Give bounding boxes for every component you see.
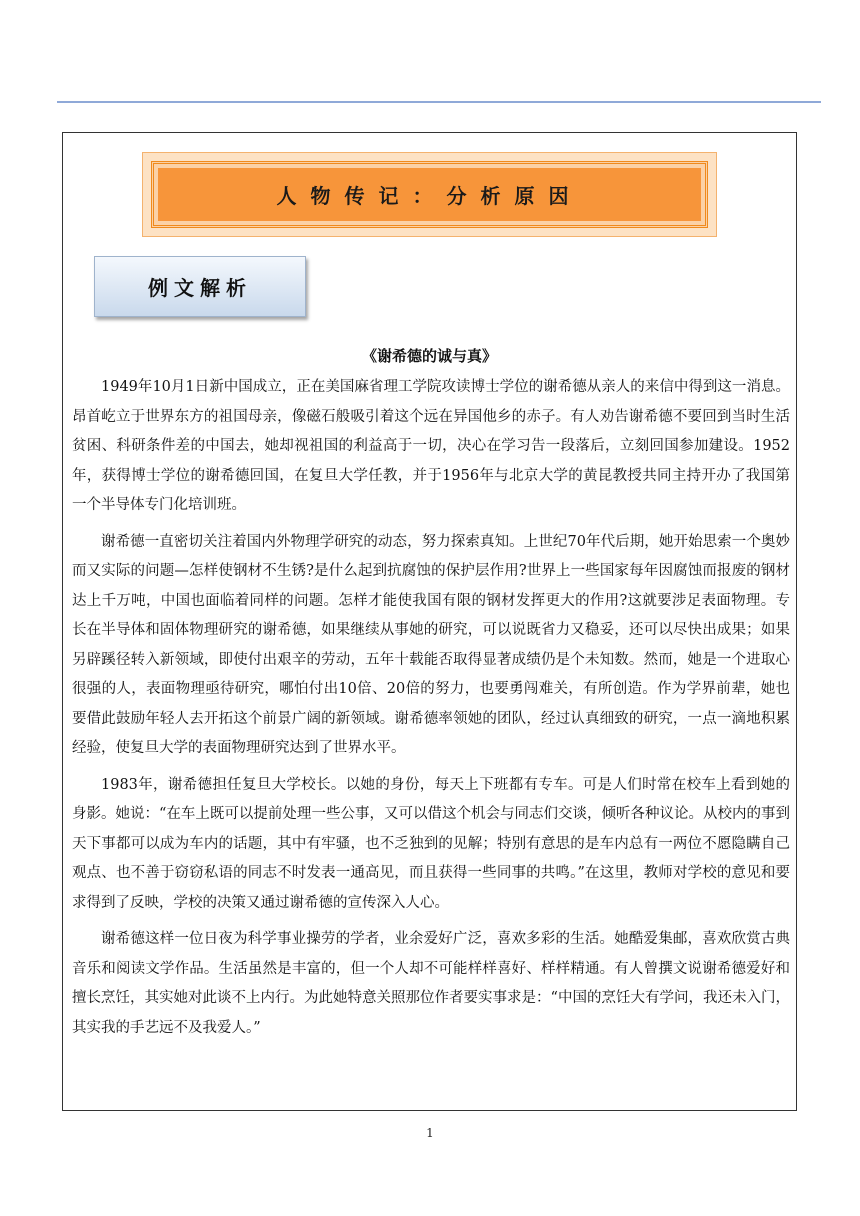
article-paragraph: 谢希德一直密切关注着国内外物理学研究的动态，努力探索真知。上世纪70年代后期，她开始思索一个奥妙而又实际的问题—怎样使钢材不生锈?是什么起到抗腐蚀的保护层作用?世界上一些国家每年因腐蚀而报废的钢材达上千万吨，中国也面临着同样的问题。怎样才能使我国有限的钢材发挥更大的作用?这就要涉足表面物理。专长在半导体和固体物理研究的谢希德，如果继续从事她的研究，可以说既省力又稳妥，还可以尽快出成果；如果另辟蹊径转入新领域，即使付出艰辛的劳动，五年十载能否取得显著成绩仍是个未知数。然而，她是一个进取心很强的人，表面物理亟待研究，哪怕付出10倍、20倍的努力，也要勇闯难关，有所创造。作为学界前辈，她也要借此鼓励年轻人去开拓这个前景广阔的新领域。谢希德率领她的团队，经过认真细致的研究，一点一滴地积累经验，使复旦大学的表面物理研究达到了世界水平。 <box>72 533 790 756</box>
title-banner-fill <box>158 168 701 221</box>
section-tab-label: 例文解析 <box>148 276 252 300</box>
article-paragraph: 谢希德这样一位日夜为科学事业操劳的学者，业余爱好广泛，喜欢多彩的生活。她酷爱集邮，喜欢欣赏古典音乐和阅读文学作品。生活虽然是丰富的，但一个人却不可能样样喜好、样样精通。有人曾撰文说谢希德爱好和擅长烹饪，其实她对此谈不上内行。为此她特意关照那位作者要实事求是：“中国的烹饪大有学问，我还未入门，其实我的手艺远不及我爱人。” <box>72 931 790 1036</box>
article-body <box>72 373 790 1043</box>
banner-title: 人物传记：分析原因 <box>276 184 583 208</box>
section-tab <box>94 256 306 317</box>
title-banner-border <box>151 161 708 228</box>
article-title: 《谢希德的诚与真》 <box>361 347 497 365</box>
header-rule <box>57 101 821 103</box>
page-number: 1 <box>426 1126 434 1140</box>
title-banner <box>142 152 717 237</box>
article-paragraph: 1983年，谢希德担任复旦大学校长。以她的身份，每天上下班都有专车。可是人们时常在校车上看到她的身影。她说：“在车上既可以提前处理一些公事，又可以借这个机会与同志们交谈，倾听各种议论。从校内的事到天下事都可以成为车内的话题，其中有牢骚，也不乏独到的见解；特别有意思的是车内总有一两位不愿隐瞒自己观点、也不善于窃窃私语的同志不时发表一通高见，而且获得一些同事的共鸣。”在这里，教师对学校的意见和要求得到了反映，学校的决策又通过谢希德的宣传深入人心。 <box>72 776 790 911</box>
article-paragraph: 1949年10月1日新中国成立，正在美国麻省理工学院攻读博士学位的谢希德从亲人的来信中得到这一消息。昂首屹立于世界东方的祖国母亲，像磁石般吸引着这个远在异国他乡的赤子。有人劝告谢希德不要回到当时生活贫困、科研条件差的中国去，她却视祖国的利益高于一切，决心在学习告一段落后，立刻回国参加建设。1952年，获得博士学位的谢希德回国，在复旦大学任教，并于1956年与北京大学的黄昆教授共同主持开办了我国第一个半导体专门化培训班。 <box>72 379 790 513</box>
